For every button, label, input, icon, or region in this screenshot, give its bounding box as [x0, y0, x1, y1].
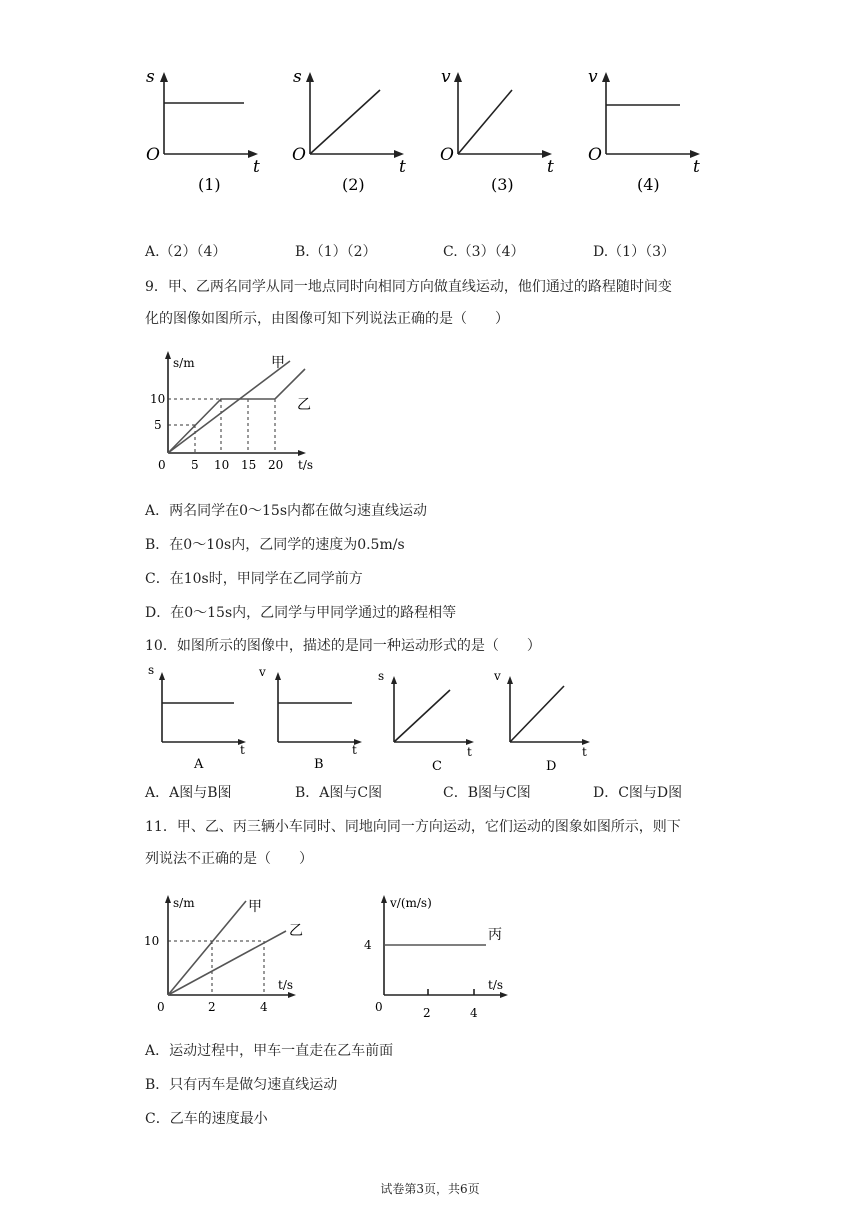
- q9-line-yi: [168, 369, 305, 453]
- svg-text:s: s: [148, 663, 155, 677]
- q11-option-c: C．乙车的速度最小: [145, 1111, 268, 1127]
- q11-option-a: A．运动过程中，甲车一直走在乙车前面: [145, 1043, 394, 1059]
- svg-text:v: v: [494, 669, 501, 683]
- q8-graph-3: [440, 67, 554, 194]
- q8-fig3-xaxis: t: [547, 157, 554, 177]
- q8-fig1-origin: O: [146, 145, 160, 165]
- q9-xlabel: t/s: [298, 458, 314, 472]
- q8-figures: [0, 60, 860, 200]
- q11-stem-line2: 列说法不正确的是（ ）: [145, 851, 313, 867]
- q9-option-b: B．在0～10s内，乙同学的速度为0.5m/s: [145, 537, 405, 553]
- q10-caption-b: B: [314, 757, 324, 772]
- q10-caption-a: A: [194, 757, 204, 772]
- q10-stem: 10．如图所示的图像中，描述的是同一种运动形式的是（ ）: [145, 638, 541, 654]
- q8-graph-2: [292, 67, 406, 194]
- q9-xtick-20: 20: [268, 458, 284, 472]
- q10-caption-c: C: [432, 759, 442, 774]
- q8-fig4-xaxis: t: [693, 157, 700, 177]
- q8-option-d: D.（1）（3）: [593, 244, 675, 260]
- q9-label-jia: 甲: [271, 355, 285, 371]
- q8-fig3-caption: (3): [491, 175, 514, 194]
- q11-left-ylabel: s/m: [173, 896, 195, 910]
- q11-left-xlabel: t/s: [278, 978, 294, 992]
- q8-option-c: C.（3）（4）: [443, 244, 525, 260]
- q9-chart: [140, 345, 340, 475]
- svg-text:t: t: [240, 743, 245, 757]
- q10-option-d: D．C图与D图: [593, 785, 683, 801]
- q10-option-b: B．A图与C图: [295, 785, 383, 801]
- q9-option-c: C．在10s时，甲同学在乙同学前方: [145, 571, 363, 587]
- q9-xtick-15: 15: [241, 458, 257, 472]
- q11-right-origin: 0: [375, 1000, 383, 1014]
- q8-graph-4: [588, 67, 700, 194]
- q11-option-b: B．只有丙车是做匀速直线运动: [145, 1077, 338, 1093]
- q11-left-ytick: 10: [144, 934, 160, 948]
- q8-fig2-origin: O: [292, 145, 306, 165]
- svg-text:t: t: [352, 743, 357, 757]
- q9-ylabel: s/m: [173, 356, 195, 370]
- q9-option-a: A．两名同学在0～15s内都在做匀速直线运动: [145, 503, 428, 519]
- svg-text:s: s: [378, 669, 385, 683]
- q11-right-xlabel: t/s: [488, 978, 504, 992]
- q9-ytick-5: 5: [154, 418, 162, 432]
- q10-graph-c: [378, 669, 474, 774]
- q9-line-jia: [168, 361, 290, 453]
- q8-fig1-yaxis: s: [146, 67, 155, 87]
- q10-option-c: C．B图与C图: [443, 785, 531, 801]
- page-footer: 试卷第3页，共6页: [380, 1182, 480, 1196]
- q11-right-ytick: 4: [364, 938, 372, 952]
- q11-chart-left: [140, 885, 310, 1020]
- q9-stem-line1: 9．甲、乙两名同学从同一地点同时向相同方向做直线运动，他们通过的路程随时间变: [145, 279, 672, 295]
- q10-figures: [140, 660, 760, 775]
- q11-right-ylabel: v/(m/s): [390, 896, 432, 910]
- q8-fig2-caption: (2): [342, 175, 365, 194]
- q8-fig3-origin: O: [440, 145, 454, 165]
- q9-origin: 0: [158, 458, 166, 472]
- q10-option-a: A．A图与B图: [145, 785, 232, 801]
- svg-text:v: v: [259, 665, 266, 679]
- q9-stem-line2: 化的图像如图所示，由图像可知下列说法正确的是（ ）: [145, 311, 509, 327]
- svg-text:t: t: [467, 745, 472, 759]
- q9-ytick-10: 10: [150, 392, 166, 406]
- q8-fig4-caption: (4): [637, 175, 660, 194]
- q8-fig3-yaxis: v: [441, 67, 451, 87]
- q11-stem-line1: 11．甲、乙、丙三辆小车同时、同地向同一方向运动，它们运动的图象如图所示，则下: [145, 819, 681, 835]
- q11-label-jia: 甲: [248, 899, 262, 915]
- q11-line-jia: [168, 901, 246, 995]
- q8-fig4-yaxis: v: [588, 67, 598, 87]
- q8-fig2-yaxis: s: [293, 67, 302, 87]
- q8-option-a: A.（2）（4）: [145, 244, 227, 260]
- q10-graph-d: [493, 669, 590, 774]
- q11-label-bing: 丙: [488, 927, 502, 943]
- q11-right-xtick-2: 2: [423, 1006, 431, 1020]
- svg-text:t: t: [582, 745, 587, 759]
- q11-line-yi: [168, 931, 286, 995]
- q11-left-xtick-2: 2: [208, 1000, 216, 1014]
- q11-left-origin: 0: [157, 1000, 165, 1014]
- q9-xtick-5: 5: [191, 458, 199, 472]
- q10-graph-b: [258, 665, 362, 772]
- q10-caption-d: D: [546, 759, 557, 774]
- q11-chart-right: [360, 885, 530, 1020]
- q8-graph-1: [146, 67, 260, 194]
- q10-graph-a: [148, 663, 246, 772]
- q8-option-b: B.（1）（2）: [295, 244, 377, 260]
- q9-label-yi: 乙: [297, 397, 311, 413]
- q8-fig2-xaxis: t: [399, 157, 406, 177]
- q8-fig1-xaxis: t: [253, 157, 260, 177]
- q11-label-yi: 乙: [289, 923, 303, 939]
- q9-option-d: D．在0～15s内，乙同学与甲同学通过的路程相等: [145, 605, 457, 621]
- q8-fig4-origin: O: [588, 145, 602, 165]
- q11-left-xtick-4: 4: [260, 1000, 268, 1014]
- q11-right-xtick-4: 4: [470, 1006, 478, 1020]
- q8-fig1-caption: (1): [198, 175, 221, 194]
- q9-xtick-10: 10: [214, 458, 230, 472]
